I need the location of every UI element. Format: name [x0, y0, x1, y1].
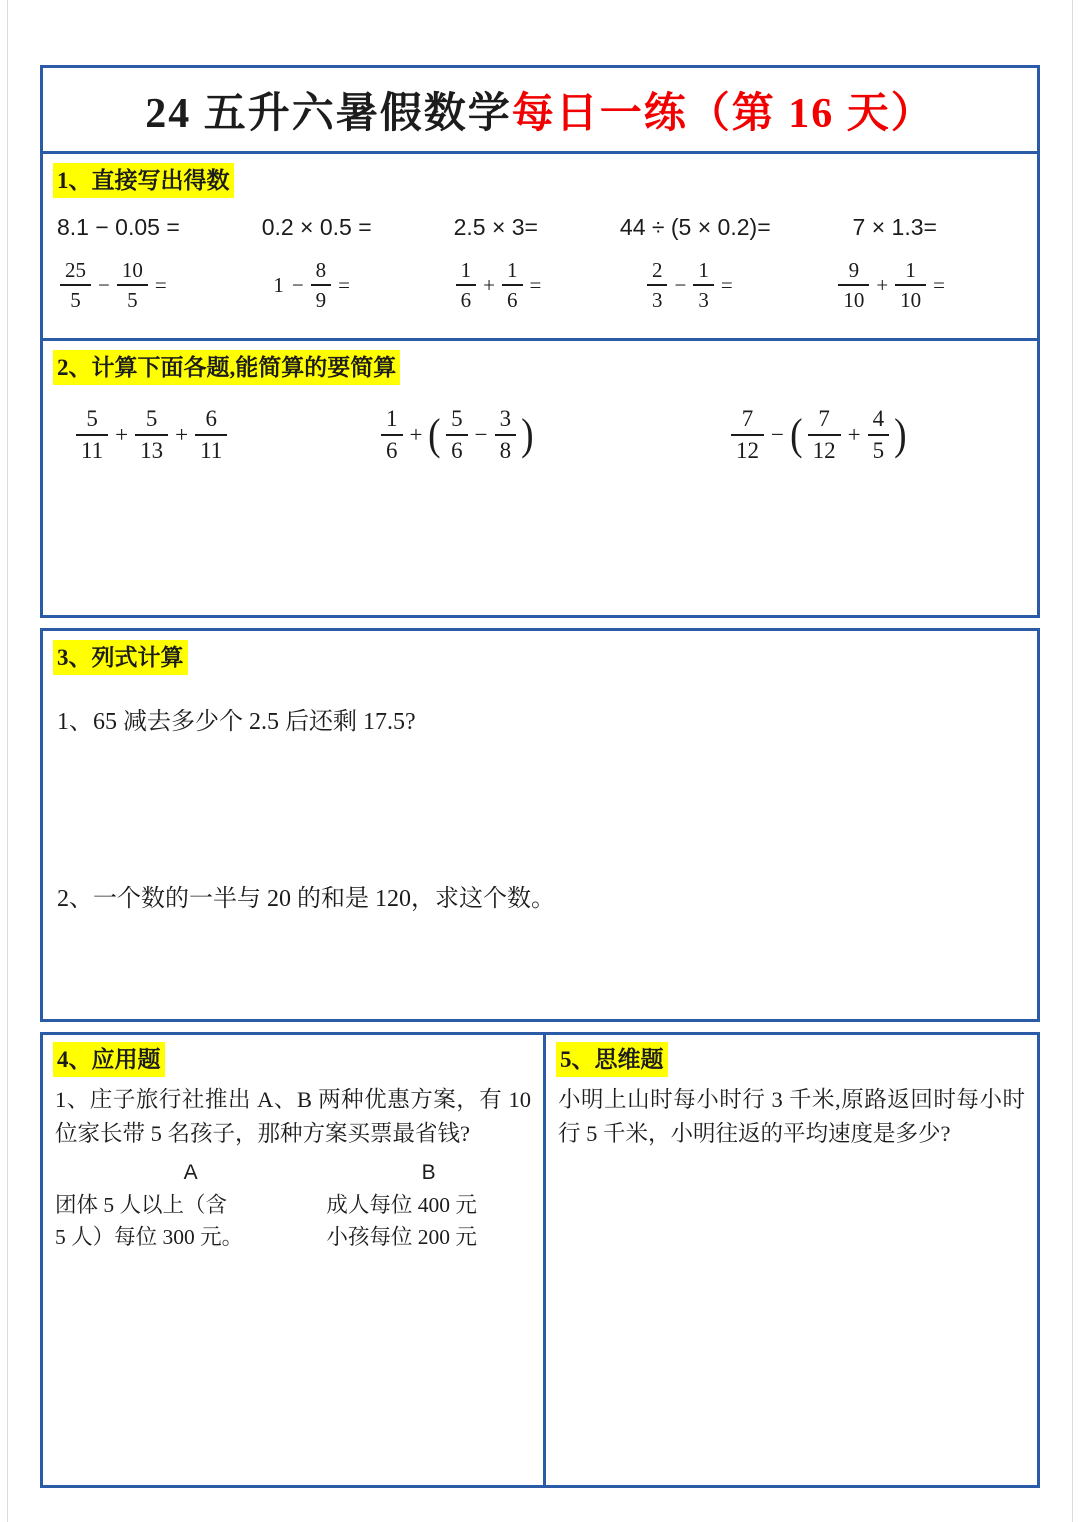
arith-row	[43, 198, 1037, 241]
fraction-problem-3: $\frac{1}{6}$ + $\frac{1}{6}$ =	[453, 259, 546, 311]
section-5	[546, 1035, 1037, 1485]
section-2-heading: 2、计算下面各题,能简算的要简算	[53, 350, 400, 385]
arith-problem-5: 7 × 1.3=	[852, 214, 937, 241]
plan-a-line-1: 团体 5 人以上（含	[55, 1192, 228, 1217]
plan-a-header: A	[183, 1160, 198, 1184]
section-5-heading: 5、思维题	[556, 1042, 668, 1077]
section-3-heading: 3、列式计算	[53, 640, 188, 675]
section-5-heading-row	[546, 1035, 1037, 1077]
top-box	[40, 65, 1040, 618]
arith-problem-3: 2.5 × 3=	[453, 214, 538, 241]
section-2-heading-row	[43, 341, 1037, 385]
thinking-problem: 小明上山时每小时行 3 千米,原路返回时每小时行 5 千米，小明往返的平均速度是多少?	[558, 1087, 1025, 1146]
plan-b-details	[326, 1189, 531, 1254]
section-4-heading-row	[43, 1035, 543, 1077]
word-problem-1: 1、65 减去多少个 2.5 后还剩 17.5?	[57, 709, 416, 736]
plan-b-line-1: 成人每位 400 元	[326, 1192, 477, 1217]
page-title	[43, 68, 1037, 154]
section-1-heading: 1、直接写出得数	[53, 163, 234, 198]
arith-problem-4: 44 ÷ (5 × 0.2)=	[619, 214, 771, 241]
fraction-problem-2: 1 − $\frac{8}{9}$ =	[273, 258, 351, 313]
fraction-problem-4: $\frac{2}{3}$ − $\frac{1}{3}$ =	[644, 259, 737, 311]
word-problem-2: 2、一个数的一半与 20 的和是 120，求这个数。	[57, 886, 555, 913]
plan-b-header: B	[421, 1160, 436, 1184]
section-2	[43, 341, 1037, 463]
bottom-box	[40, 1032, 1040, 1488]
plan-b-line-2: 小孩每位 200 元	[326, 1224, 477, 1249]
simplify-problem-3: $\frac{7}{12}$ − ( $\frac{7}{12}$ + $\frac{4}{5}$ )	[728, 407, 909, 463]
simplify-problem-1: $\frac{5}{11}$ + $\frac{5}{13}$ + $\frac{6}{11}$	[73, 407, 378, 463]
section-4	[43, 1035, 546, 1485]
arith-problem-1: 8.1 − 0.05 =	[57, 214, 180, 241]
section-4-heading: 4、应用题	[53, 1042, 165, 1077]
application-intro: 1、庄子旅行社推出 A、B 两种优惠方案，有 10 位家长带 5 名孩子，那种方案买票最省钱?	[55, 1087, 531, 1146]
page-title-black: 24 五升六暑假数学	[145, 90, 512, 137]
plan-a-details	[55, 1189, 326, 1254]
section-1	[43, 154, 1037, 341]
simplify-problem-2: $\frac{1}{6}$ + ( $\frac{5}{6}$ − $\frac{3}{8}$ )	[378, 407, 728, 463]
section-3	[40, 628, 1040, 1022]
page-title-red: 每日一练（第 16 天）	[511, 90, 935, 137]
simplify-row	[43, 385, 1037, 463]
section-3-heading-row	[43, 631, 1037, 675]
fraction-problem-5: $\frac{9}{10}$ + $\frac{1}{10}$ =	[835, 259, 949, 311]
plan-table	[55, 1157, 531, 1254]
section-1-heading-row	[43, 154, 1037, 198]
fraction-row	[43, 259, 1037, 311]
arith-problem-2: 0.2 × 0.5 =	[261, 214, 372, 241]
plan-a-line-2: 5 人）每位 300 元。	[55, 1224, 244, 1249]
fraction-problem-1: $\frac{25}{5}$ − $\frac{10}{5}$ =	[57, 259, 171, 311]
